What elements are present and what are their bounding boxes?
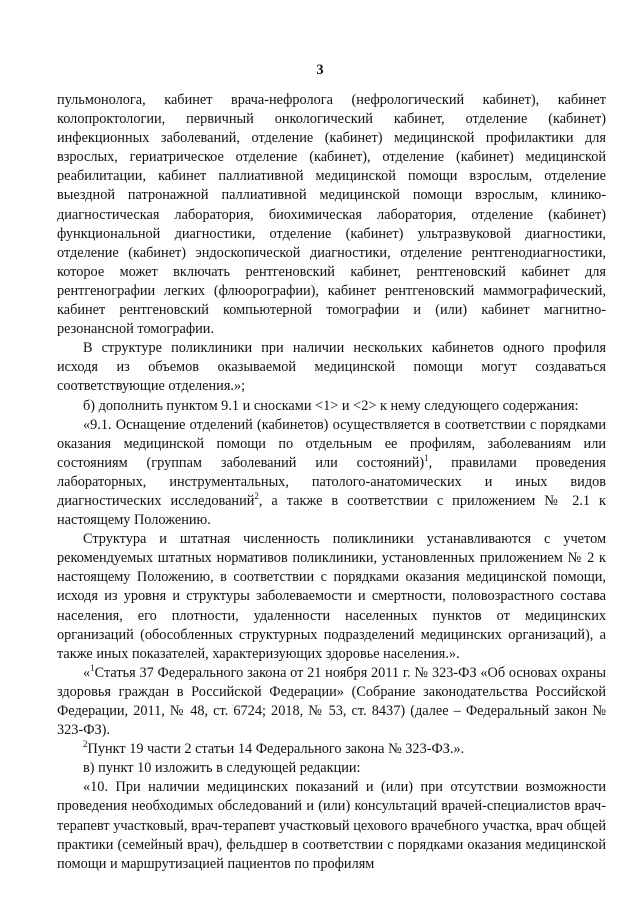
footnote-ref-1: 1 bbox=[424, 453, 429, 464]
footnote-1 bbox=[57, 664, 606, 740]
footnote-1-marker: 1 bbox=[90, 663, 95, 674]
paragraph-clinic-departments: пульмонолога, кабинет врача-нефролога (нефрологический кабинет), кабинет колопроктологии, первичный онкологический кабинет, отделение (кабинет) инфекционных заболеваний, отделение (кабинет) медицинской профилактики для взрослых, гериатрическое отделение (кабинет), отделение (кабинет) медицинской реабилитации, кабинет паллиативной медицинской помощи взрослым, отделение выездной патронажной паллиативной медицинской помощи взрослым, клинико-диагностическая лаборатория, биохимическая лаборатория, отделение (кабинет) функциональной диагностики, отделение (кабинет) ультразвуковой диагностики, отделение (кабинет) эндоскопической диагностики, отделение рентгенодиагностики, которое может включать рентгеновский кабинет, рентгеновский кабинет для рентгенографии легких (флюорографии), кабинет рентгеновский маммографический, кабинет рентгеновский компьютерной томографии и (или) кабинет магнитно-резонансной томографии. bbox=[57, 92, 606, 338]
footnote-2-marker: 2 bbox=[83, 739, 88, 750]
paragraph-point-10: «10. При наличии медицинских показаний и (или) при отсутствии возможности проведения необходимых обследований и (или) консультаций врачей-специалистов врач-терапевт участковый, врач-терапевт участковый цехового врачебного участка, врач общей практики (семейный врач), фельдшер в соответствии с порядками оказания медицинской помощи и маршрутизацией пациентов по профилям bbox=[57, 779, 606, 872]
point-9-1-text-2: , правилами проведения лабораторных, инструментальных, патолого-анатомических и иных видов диагностических исследований bbox=[57, 454, 606, 509]
paragraph-clinic-structure: В структуре поликлиники при наличии нескольких кабинетов одного профиля исходя из объемов оказываемой медицинской помощи могут создаваться соответствующие отделения.»; bbox=[57, 340, 606, 395]
paragraph-point-9-1 bbox=[57, 416, 606, 531]
paragraph-amendment-c: в) пункт 10 изложить в следующей редакции: bbox=[83, 760, 361, 777]
point-9-1-text-3: , а также в соответствии с приложением № 2.1 к настоящему Положению. bbox=[57, 492, 606, 529]
point-9-1-text-1: «9.1. Оснащение отделений (кабинетов) осуществляется в соответствии с порядками оказания медицинской помощи по отдельным ее профилям, заболеваниям или состояниям (группам заболеваний или состояний) bbox=[57, 416, 606, 471]
document-body bbox=[57, 91, 606, 874]
footnote-2 bbox=[57, 740, 606, 759]
paragraph-staffing: Структура и штатная численность поликлиники устанавливаются с учетом рекомендуемых штатных нормативов поликлиники, установленных приложением № 2 к настоящему Положению, в соответствии с порядками оказания медицинской помощи, исходя из уровня и структуры заболеваемости и смертности, половозрастного состава населения, его плотности, удаленности населенных пунктов от медицинских организаций (обособленных структурных подразделений медицинских организаций), а также иных показателей, характеризующих здоровье населения.». bbox=[57, 531, 606, 662]
paragraph-amendment-b: б) дополнить пунктом 9.1 и сносками <1> и <2> к нему следующего содержания: bbox=[83, 397, 579, 414]
footnote-ref-2: 2 bbox=[254, 491, 259, 502]
page-number: 3 bbox=[316, 62, 324, 78]
footnote-1-open-quote: « bbox=[83, 664, 91, 681]
footnote-1-text: Статья 37 Федерального закона от 21 ноября 2011 г. № 323-ФЗ «Об основах охраны здоровья граждан в Российской Федерации» (Собрание законодательства Российской Федерации, 2011, № 48, ст. 6724; 2018, № 53, ст. 8437) (далее – Федеральный закон № 323-ФЗ). bbox=[57, 664, 606, 739]
footnote-2-text: Пункт 19 части 2 статьи 14 Федерального закона № 323-ФЗ.». bbox=[87, 741, 465, 758]
